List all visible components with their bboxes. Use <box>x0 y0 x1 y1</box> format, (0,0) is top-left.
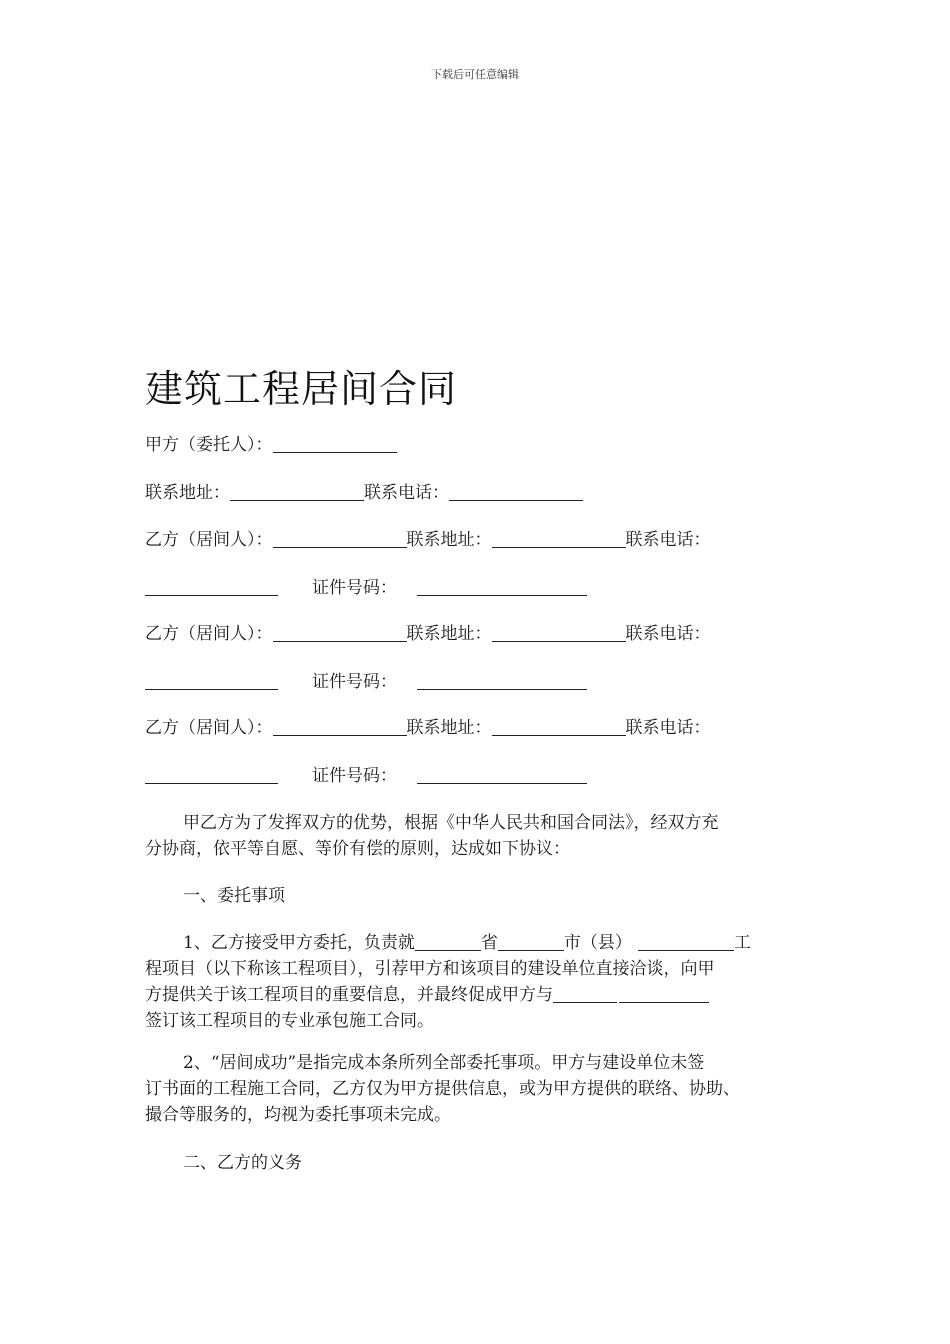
party-b-phone-field[interactable] <box>145 765 278 784</box>
party-b-id-row <box>145 764 587 788</box>
party-b-address-field[interactable] <box>492 623 626 642</box>
intro-line: 分协商，依平等自愿、等价有偿的原则，达成如下协议： <box>145 839 570 859</box>
clause-1-line: 签订该工程项目的专业承包施工合同。 <box>145 1011 434 1031</box>
party-b-address-label: 联系地址： <box>406 530 492 550</box>
construction-unit-field[interactable] <box>553 984 617 1003</box>
section-heading <box>145 883 815 909</box>
party-b-id-field[interactable] <box>417 671 587 690</box>
clause-2-line: 撮合等服务的，均视为委托事项未完成。 <box>145 1105 451 1125</box>
party-b-address-field[interactable] <box>492 717 626 736</box>
party-a-name-field[interactable] <box>273 434 397 453</box>
party-b-name-field[interactable] <box>273 529 407 548</box>
section-1-heading: 一、委托事项 <box>183 886 285 906</box>
party-b-row <box>145 528 711 552</box>
party-b-label: 乙方（居间人）： <box>145 530 273 550</box>
province-field[interactable] <box>415 932 481 951</box>
party-a-phone-label: 联系电话： <box>364 483 449 503</box>
section-heading <box>145 1150 815 1176</box>
party-b-name-field[interactable] <box>273 717 407 736</box>
party-a-address-field[interactable] <box>230 482 364 501</box>
party-b-phone-label: 联系电话： <box>625 718 711 738</box>
party-b-label: 乙方（居间人）： <box>145 718 273 738</box>
clause-1-line: 程项目（以下称该工程项目），引荐甲方和该项目的建设单位直接洽谈，向甲 <box>145 959 715 979</box>
party-b-address-label: 联系地址： <box>406 624 492 644</box>
intro-line: 甲乙方为了发挥双方的优势，根据《中华人民共和国合同法》，经双方充 <box>183 813 719 833</box>
party-b-name-field[interactable] <box>273 623 407 642</box>
clause-2-line: 订书面的工程施工合同，乙方仅为甲方提供信息，或为甲方提供的联络、协助、 <box>145 1079 740 1099</box>
party-b-address-field[interactable] <box>492 529 626 548</box>
party-b-id-field[interactable] <box>417 765 587 784</box>
party-b-id-row <box>145 670 587 694</box>
document-title: 建筑工程居间合同 <box>145 367 458 411</box>
party-b-id-label: 证件号码： <box>312 766 397 786</box>
party-a-phone-field[interactable] <box>449 482 583 501</box>
construction-unit-field-2[interactable] <box>619 984 709 1003</box>
party-b-address-label: 联系地址： <box>406 718 492 738</box>
party-b-row <box>145 622 711 646</box>
party-b-phone-field[interactable] <box>145 671 278 690</box>
clause-1-line <box>145 982 815 1008</box>
project-field[interactable] <box>638 932 734 951</box>
clause-2-line: 2、“居间成功”是指完成本条所列全部委托事项。甲方与建设单位未签 <box>183 1053 705 1073</box>
clause-1 <box>145 930 815 1034</box>
party-a-row <box>145 433 397 457</box>
party-a-contact-row <box>145 481 583 505</box>
section-2-heading: 二、乙方的义务 <box>183 1153 302 1173</box>
clause-1-text: 方提供关于该工程项目的重要信息，并最终促成甲方与 <box>145 985 553 1005</box>
party-a-address-label: 联系地址： <box>145 483 230 503</box>
province-label: 省 <box>480 933 498 953</box>
clause-2 <box>145 1050 815 1128</box>
party-b-phone-field[interactable] <box>145 577 278 596</box>
city-label: 市（县） <box>563 933 632 953</box>
page-header-note: 下载后可任意编辑 <box>431 68 519 81</box>
party-b-id-row <box>145 576 587 600</box>
party-b-id-label: 证件号码： <box>312 578 397 598</box>
party-a-label: 甲方（委托人）： <box>145 435 273 455</box>
party-b-id-label: 证件号码： <box>312 672 397 692</box>
party-b-id-field[interactable] <box>417 577 587 596</box>
party-b-phone-label: 联系电话： <box>625 624 711 644</box>
project-suffix: 工 <box>733 933 751 953</box>
city-field[interactable] <box>498 932 564 951</box>
party-b-row <box>145 716 711 740</box>
party-b-label: 乙方（居间人）： <box>145 624 273 644</box>
party-b-phone-label: 联系电话： <box>625 530 711 550</box>
clause-1-text: 1、乙方接受甲方委托，负责就 <box>183 933 415 953</box>
intro-paragraph <box>145 810 815 862</box>
clause-1-line <box>145 930 815 956</box>
